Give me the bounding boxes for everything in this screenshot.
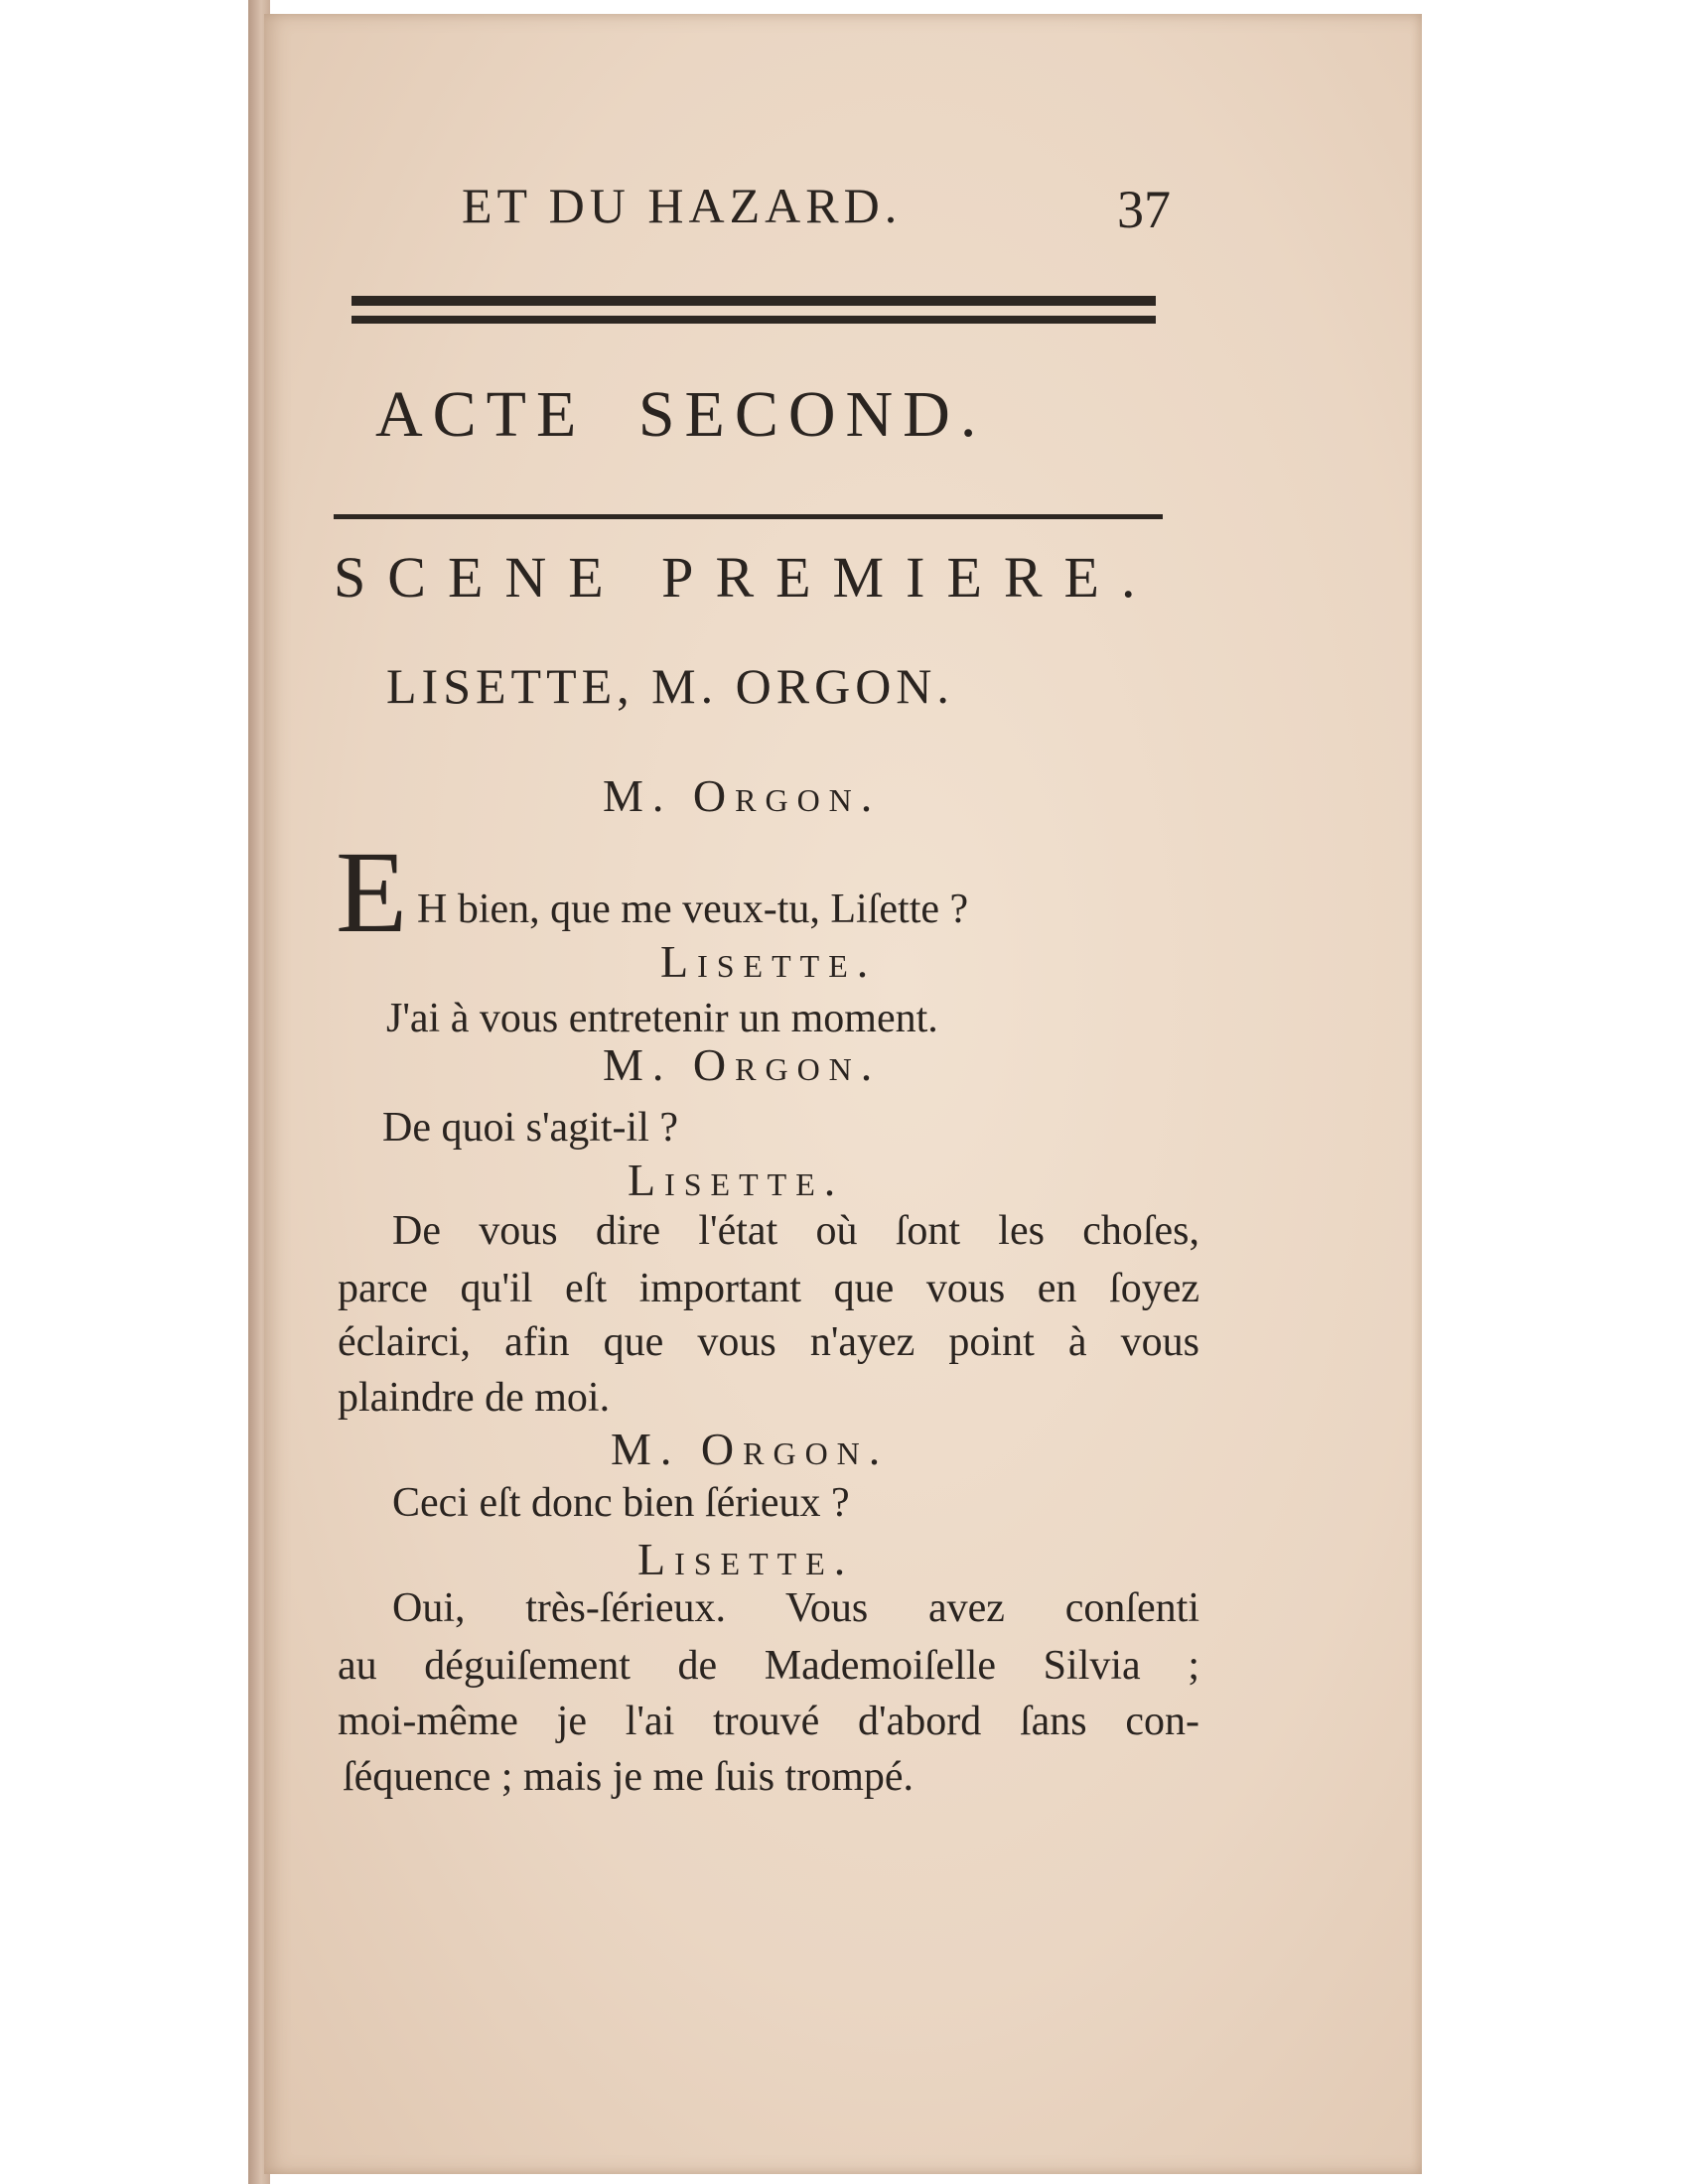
running-head: ET DU HAZARD. [462,178,903,233]
page-number: 37 [1117,180,1171,239]
speaker-label: M. Orgon. [611,1424,890,1474]
book-page [264,14,1422,2174]
scene-title: SCENE PREMIERE. [334,545,1158,610]
speaker-label: Lisette. [660,936,878,987]
speaker-label: Lisette. [637,1534,855,1584]
dialogue-line: De vous dire l'état où ſont les choſes, [392,1208,1199,1254]
dialogue-line: H bien, que me veux-tu, Liſette ? [417,887,969,932]
dialogue-line: J'ai à vous entretenir un moment. [386,996,938,1041]
section-rule [334,514,1163,519]
speaker-label: M. Orgon. [603,770,882,821]
act-title: ACTE SECOND. [375,378,987,451]
speaker-label: M. Orgon. [603,1039,882,1090]
dialogue-line: Ceci eſt donc bien ſérieux ? [392,1480,850,1526]
dialogue-line: Oui, très-ſérieux. Vous avez conſenti [392,1585,1199,1631]
dialogue-line: ſéquence ; mais je me ſuis trompé. [343,1754,914,1800]
dialogue-line: parce qu'il eſt important que vous en ſoyez [338,1266,1199,1311]
dialogue-line: éclairci, afin que vous n'ayez point à vous [338,1319,1199,1365]
dialogue-line: au déguiſement de Mademoiſelle Silvia ; [338,1643,1199,1689]
speaker-label: Lisette. [628,1155,845,1205]
dialogue-line: moi-même je l'ai trouvé d'abord ſans con- [338,1699,1199,1744]
dramatis-personae: LISETTE, M. ORGON. [386,658,954,714]
double-rule-bottom [352,316,1156,324]
dialogue-line: De quoi s'agit-il ? [382,1105,678,1151]
double-rule-top [352,296,1156,306]
dialogue-line: plaindre de moi. [338,1375,611,1421]
drop-cap: E [336,827,408,957]
